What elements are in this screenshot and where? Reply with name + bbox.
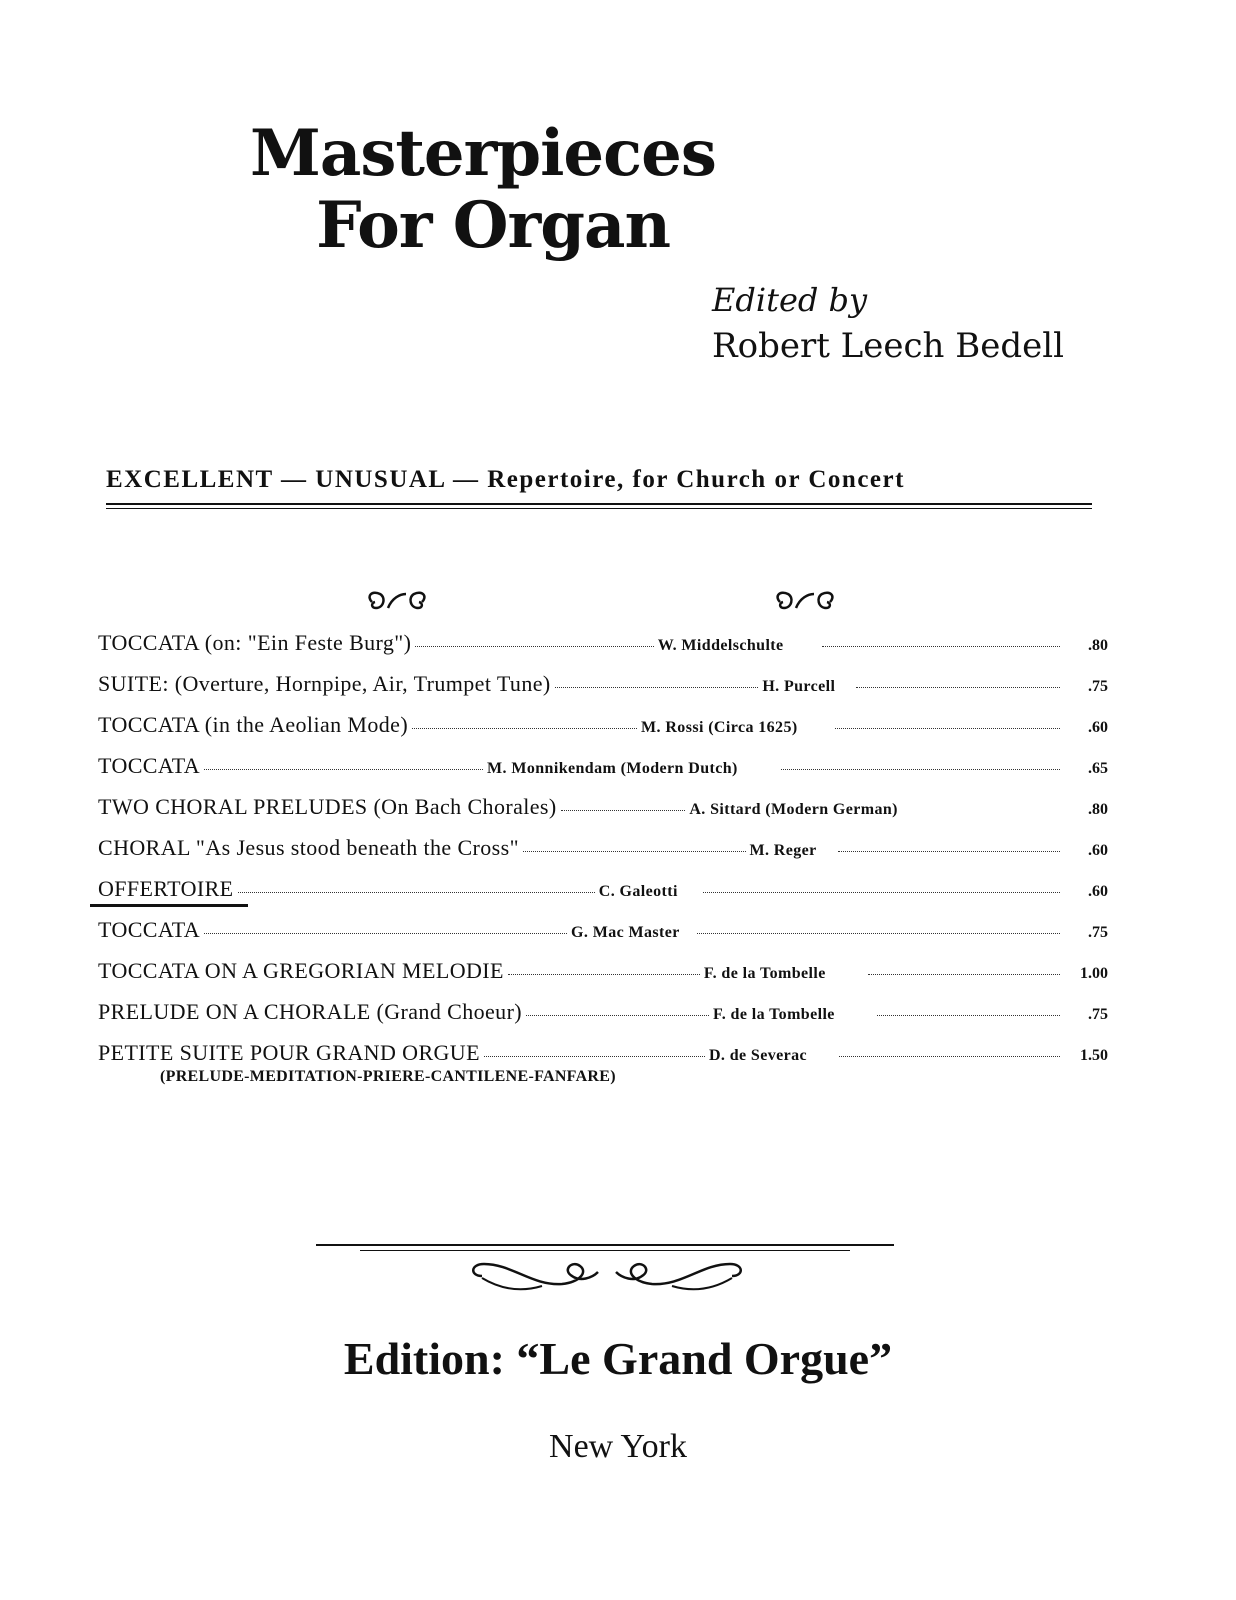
composer: A. Sittard (Modern German) bbox=[689, 801, 898, 818]
price: 1.00 bbox=[1080, 965, 1108, 982]
title-block bbox=[250, 116, 716, 263]
dot-leader bbox=[412, 727, 637, 729]
price: .60 bbox=[1088, 719, 1109, 736]
dot-leader bbox=[822, 645, 1060, 647]
work-title: SUITE: (Overture, Hornpipe, Air, Trumpet Tune) bbox=[98, 671, 551, 696]
list-item bbox=[98, 999, 1108, 1040]
list-item bbox=[98, 671, 1108, 712]
list-item bbox=[98, 958, 1108, 999]
work-title: PRELUDE ON A CHORALE (Grand Choeur) bbox=[98, 999, 523, 1024]
price: .75 bbox=[1088, 924, 1108, 941]
work-title: TOCCATA (in the Aeolian Mode) bbox=[98, 712, 409, 737]
flourish-icon bbox=[462, 1256, 752, 1296]
composer: D. de Severac bbox=[708, 1047, 808, 1064]
list-item bbox=[98, 753, 1108, 794]
editor-name: Robert Leech Bedell bbox=[712, 326, 1064, 366]
dot-leader bbox=[877, 1014, 1060, 1016]
work-title: TOCCATA (on: "Ein Feste Burg") bbox=[98, 630, 412, 655]
dot-leader bbox=[523, 850, 746, 852]
dot-leader bbox=[703, 891, 1060, 893]
dot-leader bbox=[526, 1014, 709, 1016]
tagline-rule-bottom bbox=[106, 508, 1092, 509]
edited-by-label: Edited by bbox=[712, 281, 868, 319]
list-item bbox=[98, 794, 1108, 835]
dot-leader bbox=[781, 768, 1060, 770]
tagline: EXCELLENT — UNUSUAL — Repertoire, for Church or Concert bbox=[106, 466, 905, 493]
dot-leader bbox=[697, 932, 1060, 934]
price: 1.50 bbox=[1080, 1047, 1108, 1064]
page-title-line1: Masterpieces bbox=[250, 116, 716, 191]
price: .75 bbox=[1088, 1006, 1108, 1023]
work-title: OFFERTOIRE bbox=[98, 876, 234, 901]
dot-leader bbox=[856, 686, 1060, 688]
price: .60 bbox=[1088, 883, 1108, 900]
page-title-line2: For Organ bbox=[316, 188, 670, 263]
dot-leader bbox=[508, 973, 700, 975]
list-item bbox=[98, 712, 1108, 753]
work-title: CHORAL "As Jesus stood beneath the Cross" bbox=[98, 835, 519, 860]
ornament-icon bbox=[770, 588, 840, 616]
composer: M. Reger bbox=[749, 842, 817, 859]
dot-leader bbox=[204, 932, 567, 934]
price: .60 bbox=[1088, 842, 1109, 859]
list-item bbox=[98, 835, 1108, 876]
catalog-list bbox=[98, 630, 1108, 1081]
composer: H. Purcell bbox=[762, 678, 836, 695]
list-item bbox=[98, 876, 1108, 917]
work-title: TWO CHORAL PRELUDES (On Bach Chorales) bbox=[98, 794, 557, 819]
dot-leader bbox=[484, 1055, 705, 1057]
list-item bbox=[98, 630, 1108, 671]
work-title: TOCCATA bbox=[98, 917, 201, 942]
editor-block bbox=[712, 278, 1064, 370]
composer: W. Middelschulte bbox=[657, 637, 784, 654]
dot-leader bbox=[238, 891, 595, 893]
price: .80 bbox=[1088, 801, 1109, 818]
underline-mark bbox=[90, 904, 248, 907]
edition-name: Edition: “Le Grand Orgue” bbox=[343, 1333, 893, 1384]
flourish-rules bbox=[316, 1244, 894, 1251]
dot-leader bbox=[838, 850, 1061, 852]
composer: G. Mac Master bbox=[571, 924, 680, 941]
composer: C. Galeotti bbox=[598, 883, 678, 900]
dot-leader bbox=[868, 973, 1060, 975]
list-item bbox=[98, 917, 1108, 958]
dot-leader bbox=[415, 645, 653, 647]
price: .75 bbox=[1088, 678, 1108, 695]
composer: M. Rossi (Circa 1625) bbox=[641, 719, 798, 736]
suite-movements-note: (PRELUDE-MEDITATION-PRIERE-CANTILENE-FANFARE) bbox=[160, 1068, 616, 1085]
work-title: PETITE SUITE POUR GRAND ORGUE bbox=[98, 1040, 480, 1065]
dot-leader bbox=[561, 809, 686, 811]
publisher-city: New York bbox=[549, 1428, 687, 1465]
dot-leader bbox=[555, 686, 759, 688]
tagline-rule-top bbox=[106, 503, 1092, 505]
price: .80 bbox=[1088, 637, 1108, 654]
work-title: TOCCATA ON A GREGORIAN MELODIE bbox=[98, 958, 504, 983]
composer: M. Monnikendam (Modern Dutch) bbox=[487, 760, 738, 777]
dot-leader bbox=[839, 1055, 1060, 1057]
ornament-icon bbox=[362, 588, 432, 616]
composer: F. de la Tombelle bbox=[713, 1006, 835, 1023]
dot-leader bbox=[835, 727, 1060, 729]
work-title: TOCCATA bbox=[98, 753, 201, 778]
dot-leader bbox=[204, 768, 483, 770]
composer: F. de la Tombelle bbox=[703, 965, 826, 982]
price: .65 bbox=[1088, 760, 1108, 777]
